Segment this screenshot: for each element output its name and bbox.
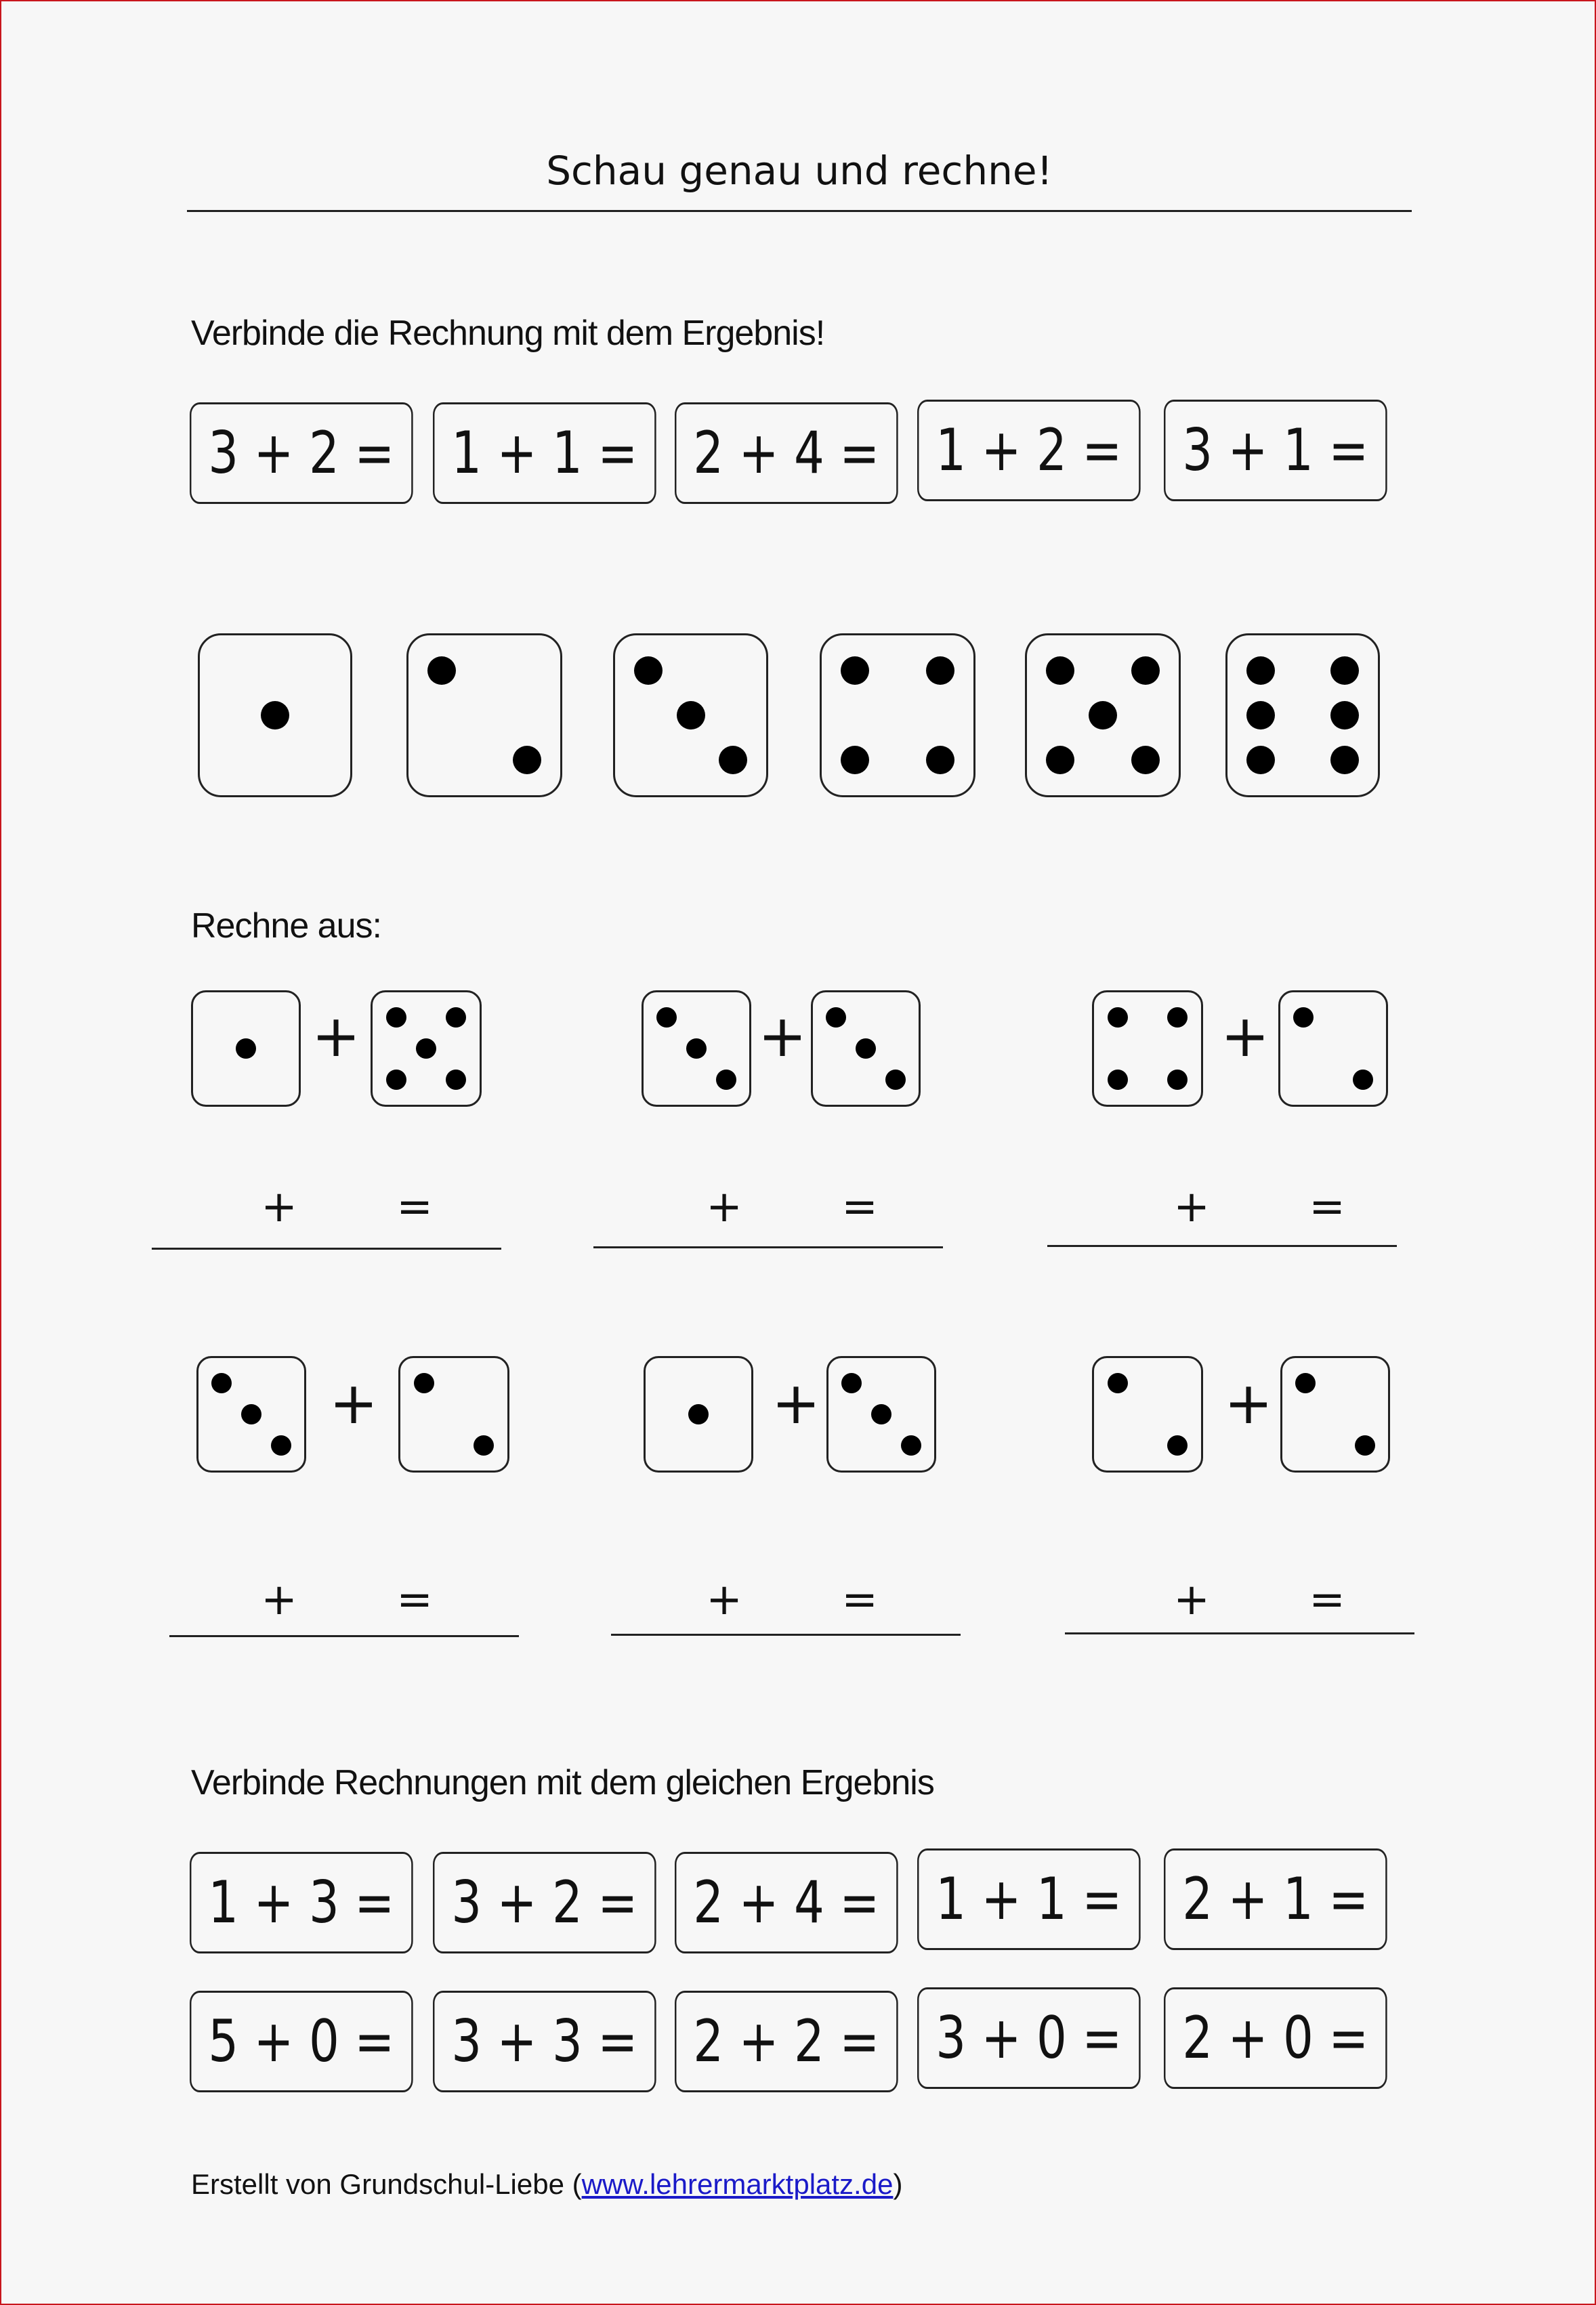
die-face — [642, 990, 751, 1107]
die-pip — [1167, 1435, 1188, 1456]
die-pip — [656, 1007, 677, 1028]
die-pip — [1246, 656, 1275, 685]
die-pip — [716, 1070, 736, 1090]
die-pip — [1131, 746, 1160, 774]
die-pip — [719, 746, 747, 774]
plus-sign: + — [1221, 1002, 1270, 1070]
die-pip — [1330, 701, 1359, 729]
answer-line[interactable] — [1065, 1632, 1414, 1634]
equation-card[interactable]: 1 + 2 = — [917, 400, 1144, 505]
die-pip — [416, 1038, 436, 1059]
die-face — [1278, 990, 1388, 1107]
answer-line[interactable] — [1047, 1245, 1397, 1247]
die-pip — [1167, 1070, 1188, 1090]
die-face[interactable] — [820, 633, 975, 797]
equation-card[interactable]: 3 + 2 = — [190, 402, 417, 507]
title-divider — [187, 210, 1412, 212]
equation-card[interactable]: 1 + 1 = — [433, 402, 660, 507]
die-pip — [1246, 746, 1275, 774]
die-face — [196, 1356, 306, 1473]
die-pip — [826, 1007, 846, 1028]
die-pip — [1330, 656, 1359, 685]
equation-card[interactable]: 3 + 0 = — [917, 1987, 1144, 2092]
die-face[interactable] — [613, 633, 768, 797]
die-face — [1092, 990, 1203, 1107]
equation-card[interactable]: 2 + 1 = — [1164, 1848, 1391, 1953]
die-pip — [386, 1070, 406, 1090]
plus-sign: + — [772, 1370, 821, 1437]
die-face[interactable] — [406, 633, 562, 797]
answer-line[interactable] — [593, 1246, 943, 1248]
answer-equals: = — [1309, 1575, 1345, 1625]
page-title: Schau genau und rechne! — [546, 148, 1053, 194]
die-pip — [688, 1404, 709, 1424]
answer-equals: = — [396, 1182, 433, 1232]
die-face — [398, 1356, 509, 1473]
die-pip — [271, 1435, 291, 1456]
die-pip — [634, 656, 663, 685]
answer-plus: + — [261, 1575, 297, 1625]
die-pip — [901, 1435, 921, 1456]
die-face — [811, 990, 921, 1107]
plus-sign: + — [1224, 1370, 1274, 1437]
answer-plus: + — [1173, 1182, 1210, 1232]
die-face[interactable] — [1025, 633, 1181, 797]
answer-equals: = — [841, 1575, 878, 1625]
die-pip — [1108, 1373, 1128, 1393]
die-pip — [261, 701, 289, 729]
equation-card[interactable]: 3 + 2 = — [433, 1852, 660, 1957]
die-pip — [236, 1038, 256, 1059]
die-pip — [1295, 1373, 1316, 1393]
answer-plus: + — [706, 1182, 742, 1232]
equation-card[interactable]: 2 + 4 = — [675, 1852, 902, 1957]
die-pip — [1330, 746, 1359, 774]
die-pip — [1355, 1435, 1375, 1456]
answer-plus: + — [706, 1575, 742, 1625]
answer-line[interactable] — [611, 1634, 961, 1636]
die-pip — [427, 656, 456, 685]
die-face — [826, 1356, 936, 1473]
equation-card[interactable]: 1 + 3 = — [190, 1852, 417, 1957]
equation-card[interactable]: 2 + 4 = — [675, 402, 902, 507]
die-pip — [926, 656, 954, 685]
die-pip — [871, 1404, 891, 1424]
die-pip — [1089, 701, 1117, 729]
die-pip — [1046, 656, 1074, 685]
equation-card[interactable]: 2 + 2 = — [675, 1991, 902, 2096]
plus-sign: + — [312, 1002, 361, 1070]
die-pip — [677, 701, 705, 729]
equation-card[interactable]: 5 + 0 = — [190, 1991, 417, 2096]
die-pip — [841, 746, 869, 774]
die-pip — [1246, 701, 1275, 729]
equation-card[interactable]: 2 + 0 = — [1164, 1987, 1391, 2092]
die-pip — [513, 746, 541, 774]
die-face — [1280, 1356, 1390, 1473]
die-pip — [474, 1435, 494, 1456]
die-face — [191, 990, 301, 1107]
die-pip — [211, 1373, 232, 1393]
equation-card[interactable]: 3 + 1 = — [1164, 400, 1391, 505]
die-face — [1092, 1356, 1203, 1473]
answer-plus: + — [1173, 1575, 1210, 1625]
die-pip — [1108, 1007, 1128, 1028]
answer-equals: = — [1309, 1182, 1345, 1232]
die-face[interactable] — [1225, 633, 1380, 797]
die-pip — [885, 1070, 906, 1090]
die-pip — [1167, 1007, 1188, 1028]
section1-instruction: Verbinde die Rechnung mit dem Ergebnis! — [191, 314, 825, 353]
die-pip — [1046, 746, 1074, 774]
answer-plus: + — [261, 1182, 297, 1232]
section3-instruction: Verbinde Rechnungen mit dem gleichen Ergebnis — [191, 1763, 934, 1802]
die-pip — [1108, 1070, 1128, 1090]
die-pip — [1353, 1070, 1373, 1090]
answer-line[interactable] — [152, 1248, 501, 1250]
footer-prefix: Erstellt von Grundschul-Liebe ( — [191, 2168, 582, 2200]
answer-equals: = — [841, 1182, 878, 1232]
die-pip — [841, 656, 869, 685]
answer-equals: = — [396, 1575, 433, 1625]
die-pip — [446, 1070, 466, 1090]
die-pip — [414, 1373, 434, 1393]
plus-sign: + — [329, 1370, 379, 1437]
equation-card[interactable]: 3 + 3 = — [433, 1991, 660, 2096]
section2-instruction: Rechne aus: — [191, 906, 381, 946]
die-pip — [1131, 656, 1160, 685]
die-pip — [1293, 1007, 1314, 1028]
footer-credit — [191, 2165, 902, 2203]
die-pip — [446, 1007, 466, 1028]
footer-suffix: ) — [893, 2168, 903, 2200]
die-face[interactable] — [198, 633, 352, 797]
die-pip — [856, 1038, 876, 1059]
die-face — [644, 1356, 753, 1473]
plus-sign: + — [758, 1002, 807, 1070]
equation-card[interactable]: 1 + 1 = — [917, 1848, 1144, 1953]
die-pip — [686, 1038, 707, 1059]
die-pip — [241, 1404, 261, 1424]
die-pip — [386, 1007, 406, 1028]
die-pip — [926, 746, 954, 774]
footer-link[interactable]: www.lehrermarktplatz.de — [581, 2168, 894, 2200]
die-pip — [841, 1373, 862, 1393]
die-face — [371, 990, 482, 1107]
answer-line[interactable] — [169, 1635, 519, 1637]
